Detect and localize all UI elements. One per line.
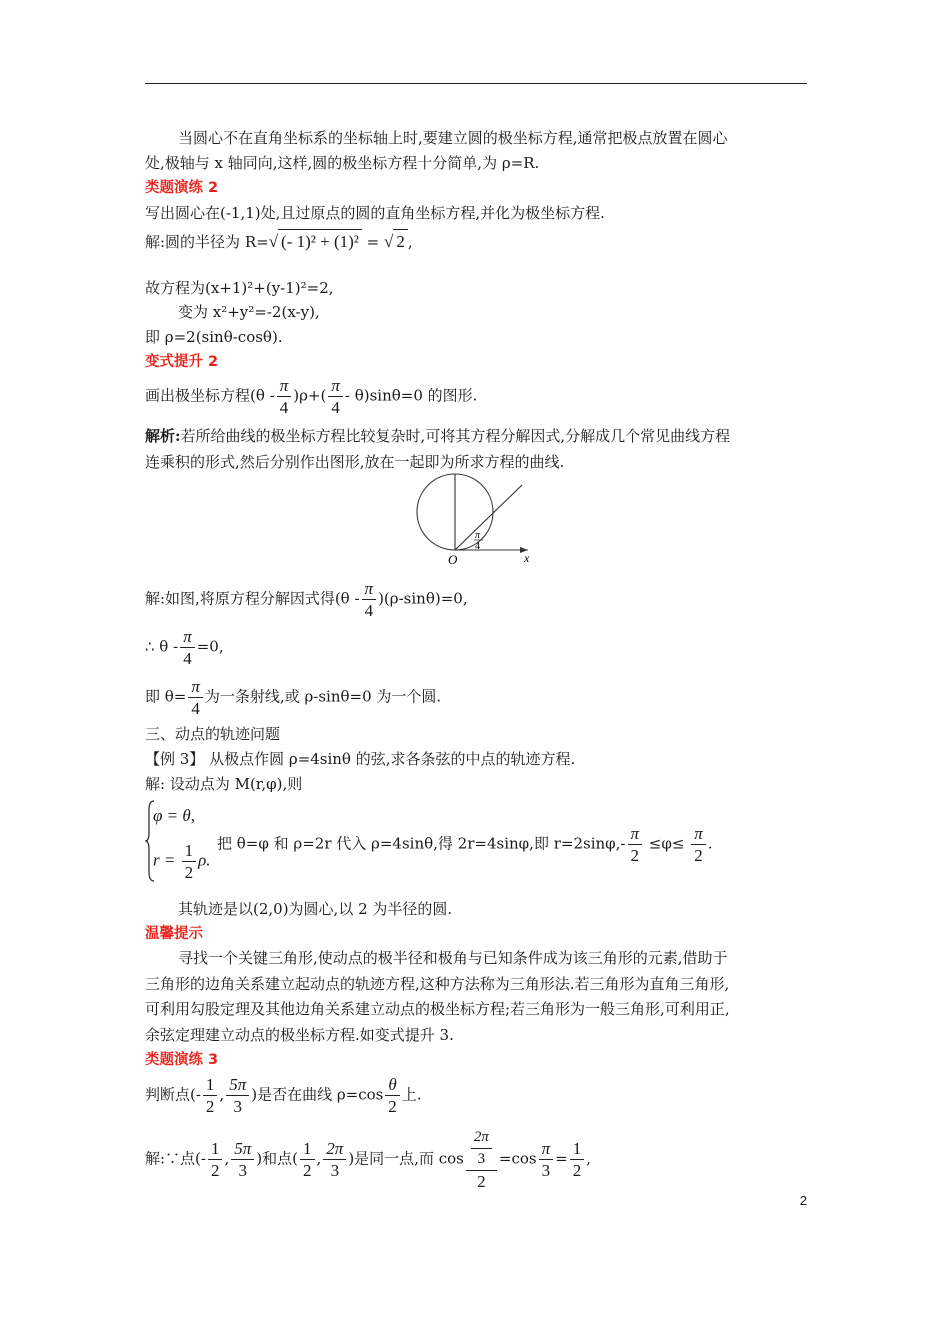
intro-line-2: 处,极轴与 x 轴同向,这样,圆的极坐标方程十分简单,为 ρ=R. (145, 154, 540, 172)
frac-pi-4: $\frac{\pi}{4}$ (277, 375, 292, 418)
radius-sqrt: √ (- 1)² + (1)² (269, 232, 362, 252)
analysis-label: 解析: (145, 427, 181, 445)
section3-title: 三、动点的轨迹问题 (145, 725, 281, 743)
example3-substitution: 把 θ=φ 和 ρ=2r 代入 ρ=4sinθ,得 2r=4sinφ,即 r=2sinφ,- $\frac{\pi}{2}$ ≤φ≤ $\frac{\pi}{2}$ . (217, 824, 713, 865)
practice2-eq3: 即 ρ=2(sinθ-cosθ). (145, 328, 283, 346)
polar-figure (410, 472, 540, 568)
variant2-sol1: 解:如图,将原方程分解因式得(θ - $\frac{\pi}{4}$ )(ρ-sinθ)=0, (145, 579, 468, 620)
practice2-eq1: 故方程为(x+1)²+(y-1)²=2, (145, 279, 334, 297)
variant2-analysis-2: 连乘积的形式,然后分别作出图形,放在一起即为所求方程的曲线. (145, 453, 565, 471)
variant2-sol3: 即 θ= $\frac{\pi}{4}$ 为一条射线,或 ρ-sinθ=0 为一个圆. (145, 677, 442, 718)
angle-num: π (475, 530, 481, 541)
example3: 【例 3】 从极点作圆 ρ=4sinθ 的弦,求各条弦的中点的轨迹方程. (145, 750, 576, 768)
root-two: √ 2 (384, 232, 408, 252)
practice3-problem: 判断点(- $\frac{1}{2}$ , $\frac{5\pi}{3}$ )是否在曲线 ρ=cos $\frac{\theta}{2}$ 上. (145, 1075, 422, 1116)
frac-pi-4: $\frac{\pi}{4}$ (328, 375, 343, 418)
intro-line-1: 当圆心不在直角坐标系的坐标轴上时,要建立圆的极坐标方程,通常把极点放置在圆心 (178, 129, 728, 147)
tip-line-4: 余弦定理建立动点的极坐标方程.如变式提升 3. (145, 1026, 454, 1044)
practice2-solution: 解:圆的半径为 R=√ (- 1)² + (1)² = √ 2 , (145, 232, 413, 252)
practice2-problem: 写出圆心在(-1,1)处,且过原点的圆的直角坐标方程,并化为极坐标方程. (145, 204, 605, 222)
variant2-heading: 变式提升 2 (145, 354, 219, 370)
nested-frac: $\frac{\frac{2\pi}{3}}{2}$ (466, 1127, 497, 1192)
variant2-sol2: ∴ θ - $\frac{\pi}{4}$ =0, (145, 627, 224, 668)
example3-result: 其轨迹是以(2,0)为圆心,以 2 为半径的圆. (178, 900, 453, 918)
axis-label: x (524, 551, 530, 565)
tip-line-1: 寻找一个关键三角形,使动点的极半径和极角与已知条件成为该三角形的元素,借助于 (178, 949, 728, 967)
example3-sol-intro: 解: 设动点为 M(r,φ),则 (145, 775, 303, 793)
variant2-problem: 画出极坐标方程(θ - $\frac{\pi}{4}$ )ρ+( $\frac{\pi}{4}$ - θ)sinθ=0 的图形. (145, 376, 478, 417)
angle-den: 4 (475, 541, 480, 552)
practice3-heading: 类题演练 3 (145, 1052, 219, 1068)
radius-label: 解:圆的半径为 R= (145, 233, 269, 251)
tip-heading: 温馨提示 (145, 926, 203, 942)
system-line-2: r = $\frac{1}{2}$ ρ. (153, 841, 211, 882)
practice3-solution: 解:∵点(- $\frac{1}{2}$ , $\frac{5\pi}{3}$ )和点( $\frac{1}{2}$ , $\frac{2\pi}{3}$ )是同一点,而 cos $\frac{\frac{2\pi}{3}}{2}$ =cos $\frac{\pi}{3}$ = $\frac{1}{2}$ , (145, 1129, 591, 1191)
system-line-1: φ = θ, (153, 806, 195, 825)
practice2-heading: 类题演练 2 (145, 180, 219, 196)
page-number: 2 (799, 1193, 807, 1208)
equals: = (361, 233, 384, 251)
origin-label: O (448, 552, 458, 567)
practice2-eq2: 变为 x²+y²=-2(x-y), (178, 303, 320, 321)
tip-line-2: 三角形的边角关系建立起动点的轨迹方程,这种方法称为三角形法.若三角形为直角三角形, (145, 975, 730, 993)
header-rule (145, 83, 807, 84)
tip-line-3: 可利用勾股定理及其他边角关系建立动点的极坐标方程;若三角形为一般三角形,可利用正, (145, 1000, 730, 1018)
variant2-analysis-1: 解析:若所给曲线的极坐标方程比较复杂时,可将其方程分解因式,分解成几个常见曲线方程 (145, 427, 731, 445)
